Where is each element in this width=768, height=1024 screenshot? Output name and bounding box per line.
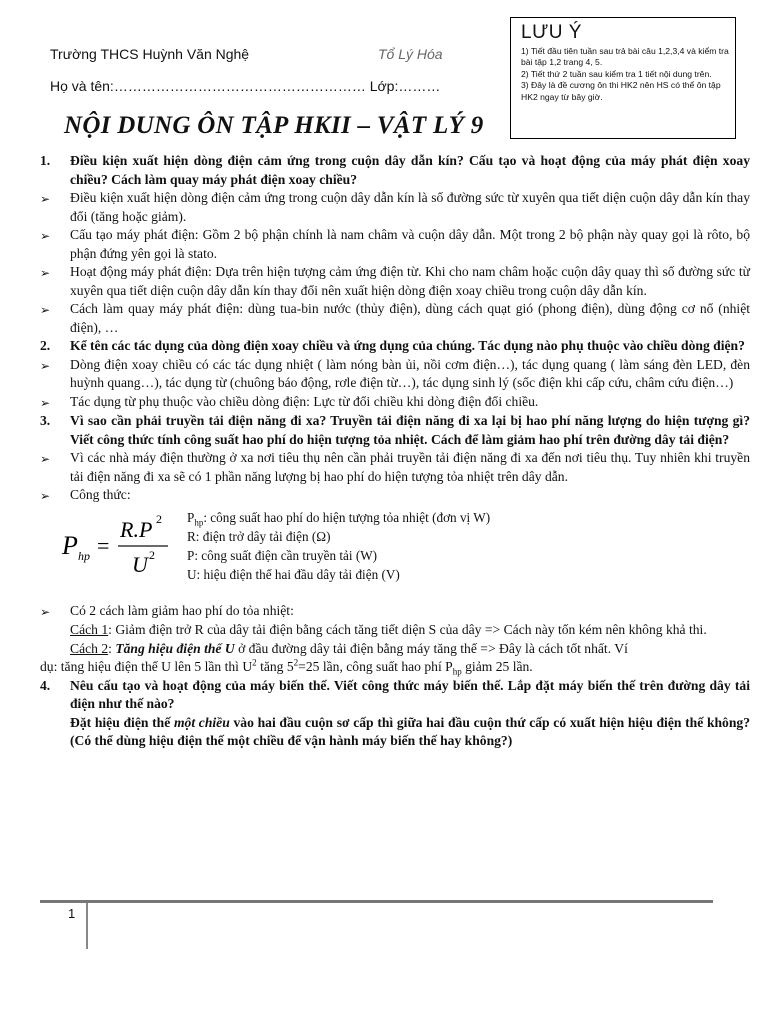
- list-item: ➢ Cấu tạo máy phát điện: Gồm 2 bộ phận chính là nam châm và cuộn dây dẫn. Một trong 2 bộ phận này quay gọi là rôto, bộ phận đứng yên gọi là stato.: [40, 226, 750, 263]
- list-item: [40, 486, 750, 506]
- formula-denominator-sup: 2: [149, 547, 155, 562]
- question-text: Kể tên các tác dụng của dòng điện xoay chiều và ứng dụng của chúng. Tác dụng nào phụ thuộc vào chiều dòng điện?: [70, 338, 745, 353]
- method-2: Cách 2: Tăng hiệu điện thế U ở đầu đường dây tải điện bằng máy tăng thế => Đây là cách tốt nhất. Ví: [70, 640, 628, 656]
- question-number: 2.: [40, 338, 51, 353]
- school-name: Trường THCS Huỳnh Văn Nghệ: [50, 46, 250, 62]
- list-item: ➢ Vì các nhà máy điện thường ở xa nơi tiêu thụ nên cần phải truyền tải điện năng đi xa đến nơi tiêu thụ. Tuy nhiên khi truyền tải điện năng đi xa sẽ có 1 phần năng lượng bị hao phí do hiện tượng tỏa nhiệt trên dây dẫn.: [40, 449, 750, 486]
- arrow-bullet-icon: ➢: [40, 452, 51, 466]
- list-item: ➢ Điều kiện xuất hiện dòng điện cảm ứng trong cuộn dây dẫn kín là số đường sức từ xuyên qua tiết diện cuộn dây dẫn kín thay đổi (tăng hoặc giảm).: [40, 189, 750, 226]
- name-label: Họ và tên:: [50, 78, 114, 94]
- method-2-emphasis: Tăng hiệu điện thế U: [115, 640, 235, 656]
- formula-numerator: R.P: [120, 516, 153, 542]
- question-2: [40, 337, 750, 356]
- question-text: Điều kiện xuất hiện dòng điện cảm ứng trong cuộn dây dẫn kín? Cấu tạo và hoạt động của máy phát điện xoay chiều? Cách làm quay máy phát điện xoay chiều?: [70, 153, 750, 187]
- formula-denominator: U: [132, 551, 148, 577]
- note-line-2: 2) Tiết thứ 2 tuần sau kiểm tra 1 tiết nội dung trên.: [521, 68, 712, 79]
- formula-lhs: P: [62, 530, 78, 560]
- question-number: 3.: [40, 413, 51, 428]
- arrow-bullet-icon: ➢: [40, 303, 51, 317]
- document-body: [40, 152, 750, 751]
- list-item: ➢ Tác dụng từ phụ thuộc vào chiều dòng điện: Lực từ đổi chiều khi dòng điện đổi chiều.: [40, 393, 750, 413]
- method-1-label: Cách 1: [70, 622, 109, 637]
- question-4: [40, 677, 750, 751]
- method-2-example: dụ: tăng hiệu điện thế U lên 5 lần thì $U^2$ tăng $5^2=25$ lần, công suất hao phí $P_{hp}$ giảm 25 lần.: [40, 657, 533, 677]
- formula-label: Công thức:: [70, 487, 131, 502]
- power-loss-formula: [60, 510, 180, 580]
- arrow-bullet-icon: ➢: [40, 192, 51, 206]
- question-1: [40, 152, 750, 189]
- name-blank: ………………………………………………: [113, 78, 366, 94]
- list-item: ➢ Dòng điện xoay chiều có các tác dụng nhiệt ( làm nóng bàn ủi, nồi cơm điện…), tác dụng quang ( làm sáng đèn LED, đèn huỳnh quang…), tác dụng từ (chuông báo động, rơle điện từ…), tác dụng sinh lý (sốc điện khi cấp cứu, châm cứu điện…): [40, 356, 750, 393]
- question-text: Vì sao cần phải truyền tải điện năng đi xa? Truyền tải điện năng đi xa lại bị hao phí năng lượng do hiện tượng gì? Viết công thức tính công suất hao phí do hiện tượng tỏa nhiệt. Cách để làm giảm hao phí trên đường dây tải điện?: [70, 413, 750, 447]
- note-box: [510, 17, 736, 139]
- definition-p: P: công suất điện cần truyền tải (W): [187, 547, 378, 563]
- formula-block: [40, 506, 750, 602]
- footer-vertical-divider: [86, 903, 88, 949]
- footer-divider: [40, 900, 713, 903]
- arrow-bullet-icon: ➢: [40, 358, 51, 373]
- method-1: Cách 1: Giảm điện trở R của dây tải điện bằng cách tăng tiết diện S của dây => Cách này tốn kém nên không khả thi.: [70, 622, 707, 637]
- method-2-label: Cách 2: [70, 640, 109, 656]
- formula-definitions: [187, 508, 490, 584]
- arrow-bullet-icon: ➢: [40, 604, 51, 619]
- question-emphasis: một chiều: [173, 714, 230, 730]
- note-line-3: 3) Đây là đề cương ôn thi HK2 nên HS có thể ôn tập HK2 ngay từ bây giờ.: [521, 80, 721, 102]
- formula-lhs-sub: hp: [78, 548, 90, 563]
- arrow-bullet-icon: ➢: [40, 489, 51, 503]
- class-label: Lớp:: [369, 78, 399, 94]
- list-item: ➢ Cách làm quay máy phát điện: dùng tua-bin nước (thủy điện), dùng cách quạt gió (phong điện), dùng động cơ nổ (nhiệt điện), …: [40, 300, 750, 337]
- definition-p-hp: $P_{hp}$: công suất hao phí do hiện tượng tỏa nhiệt (đơn vị W): [187, 509, 491, 528]
- arrow-bullet-icon: ➢: [40, 266, 51, 280]
- class-blank: ………: [398, 78, 441, 94]
- formula-numerator-sup: 2: [156, 511, 162, 526]
- question-number: 1.: [40, 153, 51, 168]
- subject-group: Tổ Lý Hóa: [378, 46, 443, 62]
- definition-r: R: điện trở dây tải điện (Ω): [187, 528, 331, 544]
- list-item: ➢ Hoạt động máy phát điện: Dựa trên hiện tượng cảm ứng điện từ. Khi cho nam châm hoặc cuộn dây quay thì số đường sức từ xuyên qua tiết diện cuộn dây dẫn kín thay đổi nên xuất hiện dòng điện xoay chiều trong cuộn dây dẫn kín.: [40, 263, 750, 300]
- student-info-line: [50, 78, 440, 94]
- question-3: [40, 412, 750, 449]
- formula-equals: =: [97, 532, 110, 558]
- note-line-1: 1) Tiết đầu tiên tuần sau trả bài câu 1,2,3,4 và kiểm tra bài tập 1,2 trang 4, 5.: [521, 46, 729, 68]
- page-number: 1: [68, 906, 76, 921]
- list-item: ➢ Có 2 cách làm giảm hao phí do tỏa nhiệt:: [40, 602, 750, 622]
- note-title: LƯU Ý: [521, 22, 582, 43]
- question-text: Nêu cấu tạo và hoạt động của máy biến thế. Viết công thức máy biến thế. Lắp đặt máy biến thế trên đường dây tải điện như thế nào? Đặt hiệu điện thế một chiều vào hai đầu cuộn sơ cấp thì giữa hai đầu cuộn thứ cấp có xuất hiện hiệu điện thế không? (Có thể dùng hiệu điện thế một chiều để vận hành máy biến thế hay không?): [70, 677, 751, 748]
- definition-u: U: hiệu điện thế hai đầu dây tải điện (V): [187, 566, 400, 582]
- arrow-bullet-icon: ➢: [40, 395, 51, 410]
- document-title: NỘI DUNG ÔN TẬP HKII – VẬT LÝ 9: [64, 112, 484, 139]
- question-number: 4.: [40, 677, 51, 693]
- arrow-bullet-icon: ➢: [40, 229, 51, 243]
